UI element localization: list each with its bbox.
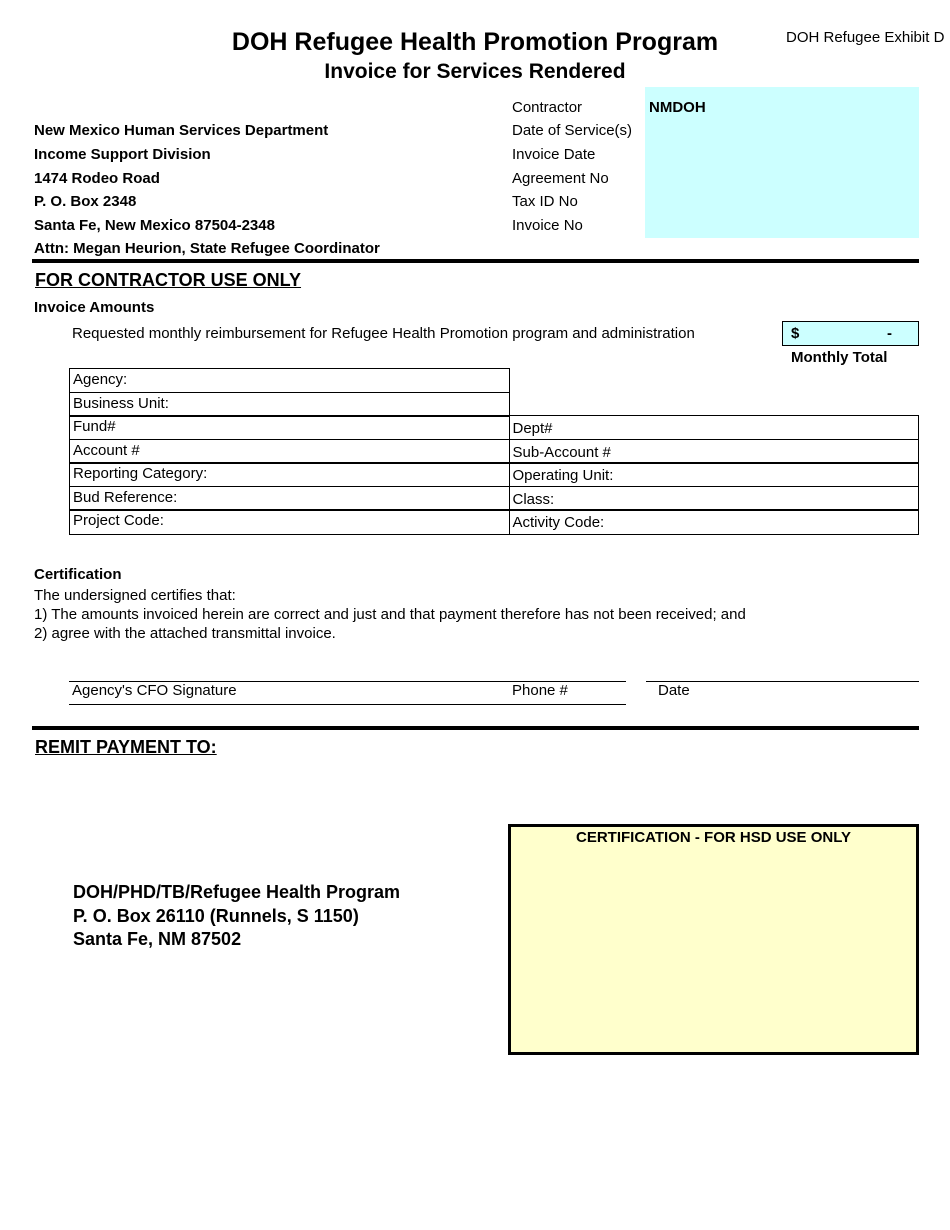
invoice-date-label: Invoice Date: [512, 146, 596, 163]
invoice-amounts-label: Invoice Amounts: [34, 299, 155, 316]
exhibit-label: DOH Refugee Exhibit D: [786, 29, 945, 46]
remit-address-line: DOH/PHD/TB/Refugee Health Program: [73, 882, 401, 902]
activity-code-cell[interactable]: Activity Code:: [509, 509, 920, 535]
account-cell[interactable]: Account #: [69, 439, 510, 464]
invoice-no-label: Invoice No: [512, 217, 583, 234]
sub-account-cell[interactable]: Sub-Account #: [509, 439, 920, 464]
business-unit-cell[interactable]: Business Unit:: [69, 392, 510, 417]
date-of-service-input[interactable]: [645, 120, 919, 141]
cfo-signature-label: Agency's CFO Signature: [72, 682, 237, 699]
date-field[interactable]: [646, 682, 919, 704]
monthly-total-field[interactable]: [782, 321, 919, 346]
monthly-total-value: -: [887, 325, 892, 342]
address-line: Santa Fe, New Mexico 87504-2348: [34, 217, 275, 234]
section-divider: [32, 259, 919, 263]
contractor-value[interactable]: NMDOH: [649, 99, 706, 116]
certification-item-1: 1) The amounts invoiced herein are correct and just and that payment therefore has not been received; and: [34, 606, 746, 623]
signature-bottom-line: [69, 704, 626, 705]
remit-heading: REMIT PAYMENT TO:: [35, 737, 217, 757]
currency-symbol: $: [791, 325, 800, 342]
certification-intro: The undersigned certifies that:: [34, 587, 236, 604]
contractor-section-heading: FOR CONTRACTOR USE ONLY: [35, 270, 302, 290]
invoice-date-input[interactable]: [645, 144, 919, 165]
address-line: P. O. Box 2348: [34, 193, 137, 210]
section-divider: [32, 726, 919, 730]
contractor-label: Contractor: [512, 99, 583, 116]
address-line: 1474 Rodeo Road: [34, 170, 160, 187]
hsd-certification-title: CERTIFICATION - FOR HSD USE ONLY: [575, 829, 851, 846]
phone-label: Phone #: [512, 682, 568, 699]
requested-reimbursement-text: Requested monthly reimbursement for Refugee Health Promotion program and administration: [72, 325, 695, 342]
date-of-service-label: Date of Service(s): [512, 122, 633, 139]
class-cell[interactable]: Class:: [509, 486, 920, 511]
hsd-certification-box[interactable]: [508, 824, 919, 1055]
reporting-category-cell[interactable]: Reporting Category:: [69, 462, 510, 487]
dept-cell[interactable]: Dept#: [509, 415, 920, 440]
monthly-total-label: Monthly Total: [791, 349, 888, 366]
operating-unit-cell[interactable]: Operating Unit:: [509, 462, 920, 487]
certification-item-2: 2) agree with the attached transmittal invoice.: [34, 625, 336, 642]
certification-heading: Certification: [34, 566, 122, 583]
date-label: Date: [658, 682, 690, 699]
address-line: Income Support Division: [34, 146, 211, 163]
agreement-no-input[interactable]: [645, 168, 919, 189]
phone-field[interactable]: [508, 682, 626, 704]
project-code-cell[interactable]: Project Code:: [69, 509, 510, 535]
tax-id-label: Tax ID No: [512, 193, 578, 210]
page-subtitle: Invoice for Services Rendered: [324, 60, 626, 83]
cfo-signature-field[interactable]: [69, 682, 505, 704]
invoice-no-input[interactable]: [645, 215, 919, 236]
tax-id-input[interactable]: [645, 191, 919, 212]
agency-cell[interactable]: Agency:: [69, 368, 510, 393]
remit-address-line: P. O. Box 26110 (Runnels, S 1150): [73, 906, 359, 926]
fund-cell[interactable]: Fund#: [69, 415, 510, 440]
address-line: Attn: Megan Heurion, State Refugee Coordinator: [34, 240, 380, 257]
accounting-grid: [69, 368, 919, 535]
remit-address-line: Santa Fe, NM 87502: [73, 929, 242, 949]
agreement-no-label: Agreement No: [512, 170, 609, 187]
page-title: DOH Refugee Health Promotion Program: [231, 28, 719, 56]
address-line: New Mexico Human Services Department: [34, 122, 329, 139]
bud-reference-cell[interactable]: Bud Reference:: [69, 486, 510, 511]
